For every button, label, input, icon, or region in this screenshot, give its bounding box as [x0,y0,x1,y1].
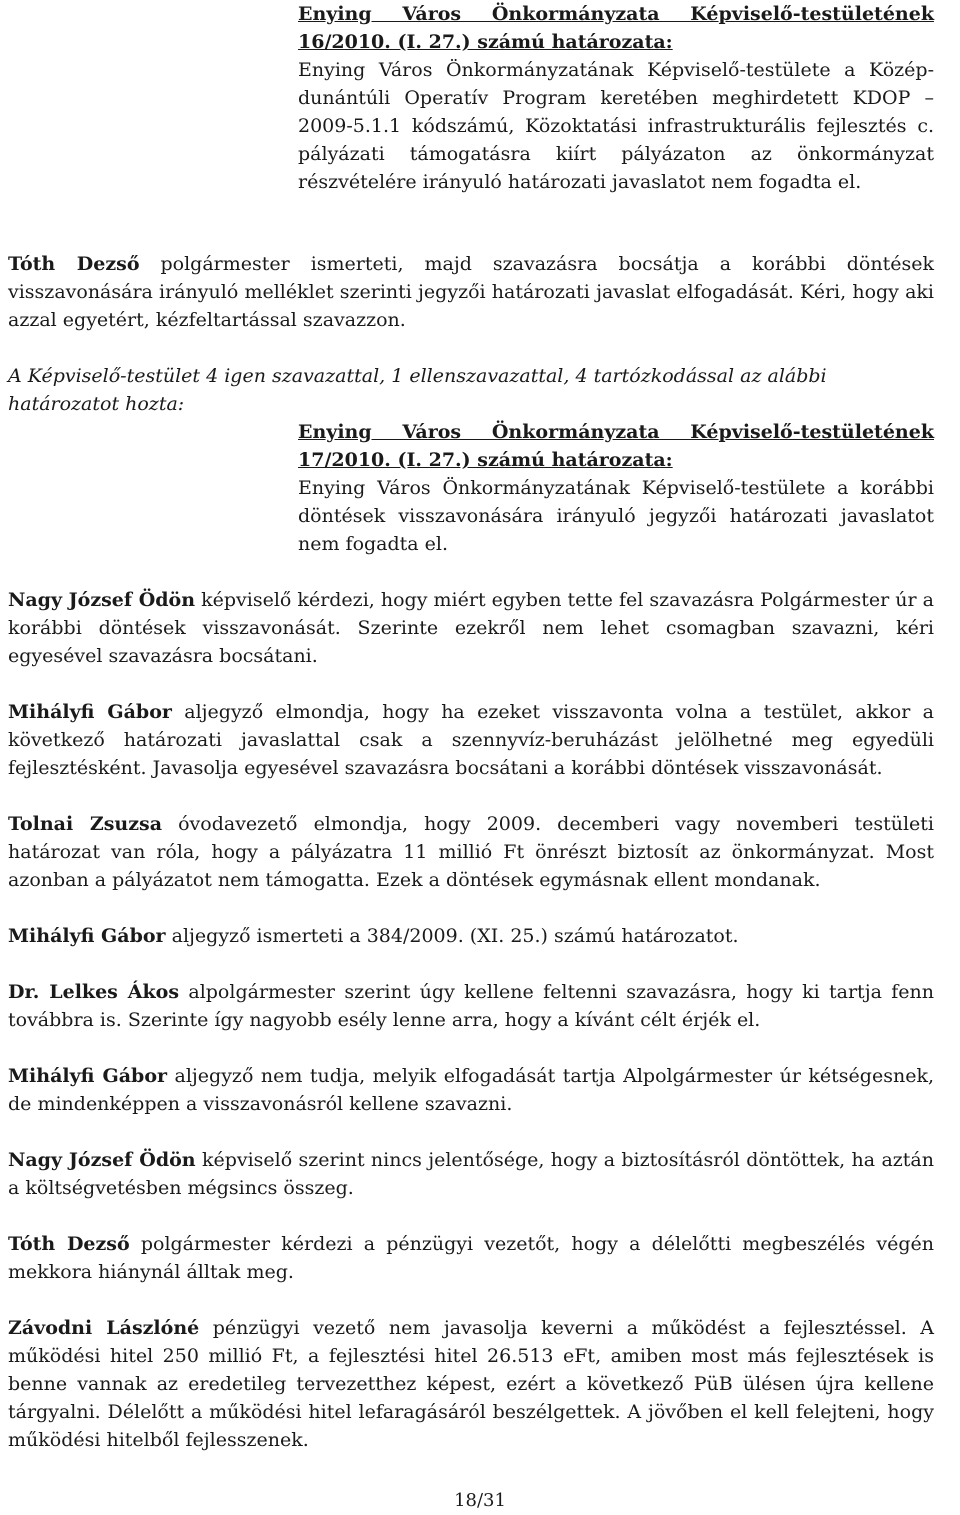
paragraph-toth-2 [8,1230,934,1286]
paragraph-nagy-1 [8,586,934,670]
document-page [8,0,934,1454]
speaker-name: Tóth Dezső [8,253,140,275]
resolution-16 [298,0,934,196]
paragraph-text: képviselő szerint nincs jelentősége, hogy a biztosításról döntöttek, ha aztán a költségvetésben mégsincs összeg. [8,1149,934,1199]
paragraph-mihalyfi-1 [8,698,934,782]
paragraph-text: aljegyző nem tudja, melyik elfogadását tartja Alpolgármester úr kétségesnek, de mindenképpen a visszavonásról kellene szavazni. [8,1065,934,1115]
paragraph-zavodni [8,1314,934,1454]
speaker-name: Nagy József Ödön [8,1149,196,1171]
paragraph-mihalyfi-2 [8,922,934,950]
paragraph-text: aljegyző ismerteti a 384/2009. (XI. 25.) számú határozatot. [165,925,739,947]
paragraph-nagy-2 [8,1146,934,1202]
paragraph-toth-1 [8,250,934,334]
paragraph-mihalyfi-3 [8,1062,934,1118]
resolution-heading: Enying Város Önkormányzata Képviselő-testületének 16/2010. (I. 27.) számú határozata: [298,3,934,53]
paragraph-lelkes [8,978,934,1034]
page-number: 18/31 [454,1490,506,1511]
speaker-name: Dr. Lelkes Ákos [8,981,180,1003]
speaker-name: Mihályfi Gábor [8,925,166,947]
paragraph-text: aljegyző elmondja, hogy ha ezeket visszavonta volna a testület, akkor a következő határozati javaslattal csak a szennyvíz-beruházást jelölhetné meg egyedüli fejlesztésként. Javasolja egyesével szavazásra bocsátani a korábbi döntések visszavonását. [8,701,934,779]
paragraph-text: alpolgármester szerint úgy kellene feltenni szavazásra, hogy ki tartja fenn továbbra is. Szerinte így nagyobb esély lenne arra, hogy a kívánt célt érjék el. [8,981,934,1031]
vote-result: A Képviselő-testület 4 igen szavazattal, 1 ellenszavazattal, 4 tartózkodással az alábbi határozatot hozta: [8,365,827,415]
paragraph-text: polgármester kérdezi a pénzügyi vezetőt, hogy a délelőtti megbeszélés végén mekkora hiánynál álltak meg. [8,1233,934,1283]
speaker-name: Závodni Lászlóné [8,1317,200,1339]
resolution-body: Enying Város Önkormányzatának Képviselő-testülete a Közép-dunántúli Operatív Program keretében meghirdetett KDOP – 2009-5.1.1 kódszámú, Közoktatási infrastrukturális fejlesztés c. pályázati támogatásra kiírt pályázaton az önkormányzat részvételére irányuló határozati javaslatot nem fogadta el. [298,59,934,193]
resolution-body: Enying Város Önkormányzatának Képviselő-testülete a korábbi döntések visszavonására irányuló jegyzői határozati javaslatot nem fogadta el. [298,477,934,555]
speaker-name: Nagy József Ödön [8,589,196,611]
paragraph-text: képviselő kérdezi, hogy miért egyben tette fel szavazásra Polgármester úr a korábbi döntések visszavonását. Szerinte ezekről nem lehet csomagban szavazni, kéri egyesével szavazásra bocsátani. [8,589,934,667]
resolution-17 [298,390,934,558]
speaker-name: Mihályfi Gábor [8,701,172,723]
resolution-heading: Enying Város Önkormányzata Képviselő-testületének 17/2010. (I. 27.) számú határozata: [298,421,934,471]
paragraph-text: polgármester ismerteti, majd szavazásra bocsátja a korábbi döntések visszavonására irányuló melléklet szerinti jegyzői határozati javaslat elfogadását. Kéri, hogy aki azzal egyetért, kézfeltartással szavazzon. [8,253,934,331]
speaker-name: Tóth Dezső [8,1233,130,1255]
paragraph-text: óvodavezető elmondja, hogy 2009. decemberi vagy novemberi testületi határozat van róla, hogy a pályázatra 11 millió Ft önrészt biztosít az önkormányzat. Most azonban a pályázatot nem támogatta. Ezek a döntések egymásnak ellent mondanak. [8,813,934,891]
paragraph-text: pénzügyi vezető nem javasolja keverni a működést a fejlesztéssel. A működési hitel 250 millió Ft, a fejlesztési hitel 26.513 eFt, amiben most más fejlesztések is benne vannak az eredetileg tervezetthez képest, ezért a következő PüB ülésen újra kellene tárgyalni. Délelőtt a működési hitel lefaragásáról beszélgettek. A jövőben el kell felejteni, hogy működési hitelből fejlesszenek. [8,1317,935,1451]
paragraph-tolnai [8,810,934,894]
speaker-name: Tolnai Zsuzsa [8,813,163,835]
speaker-name: Mihályfi Gábor [8,1065,168,1087]
